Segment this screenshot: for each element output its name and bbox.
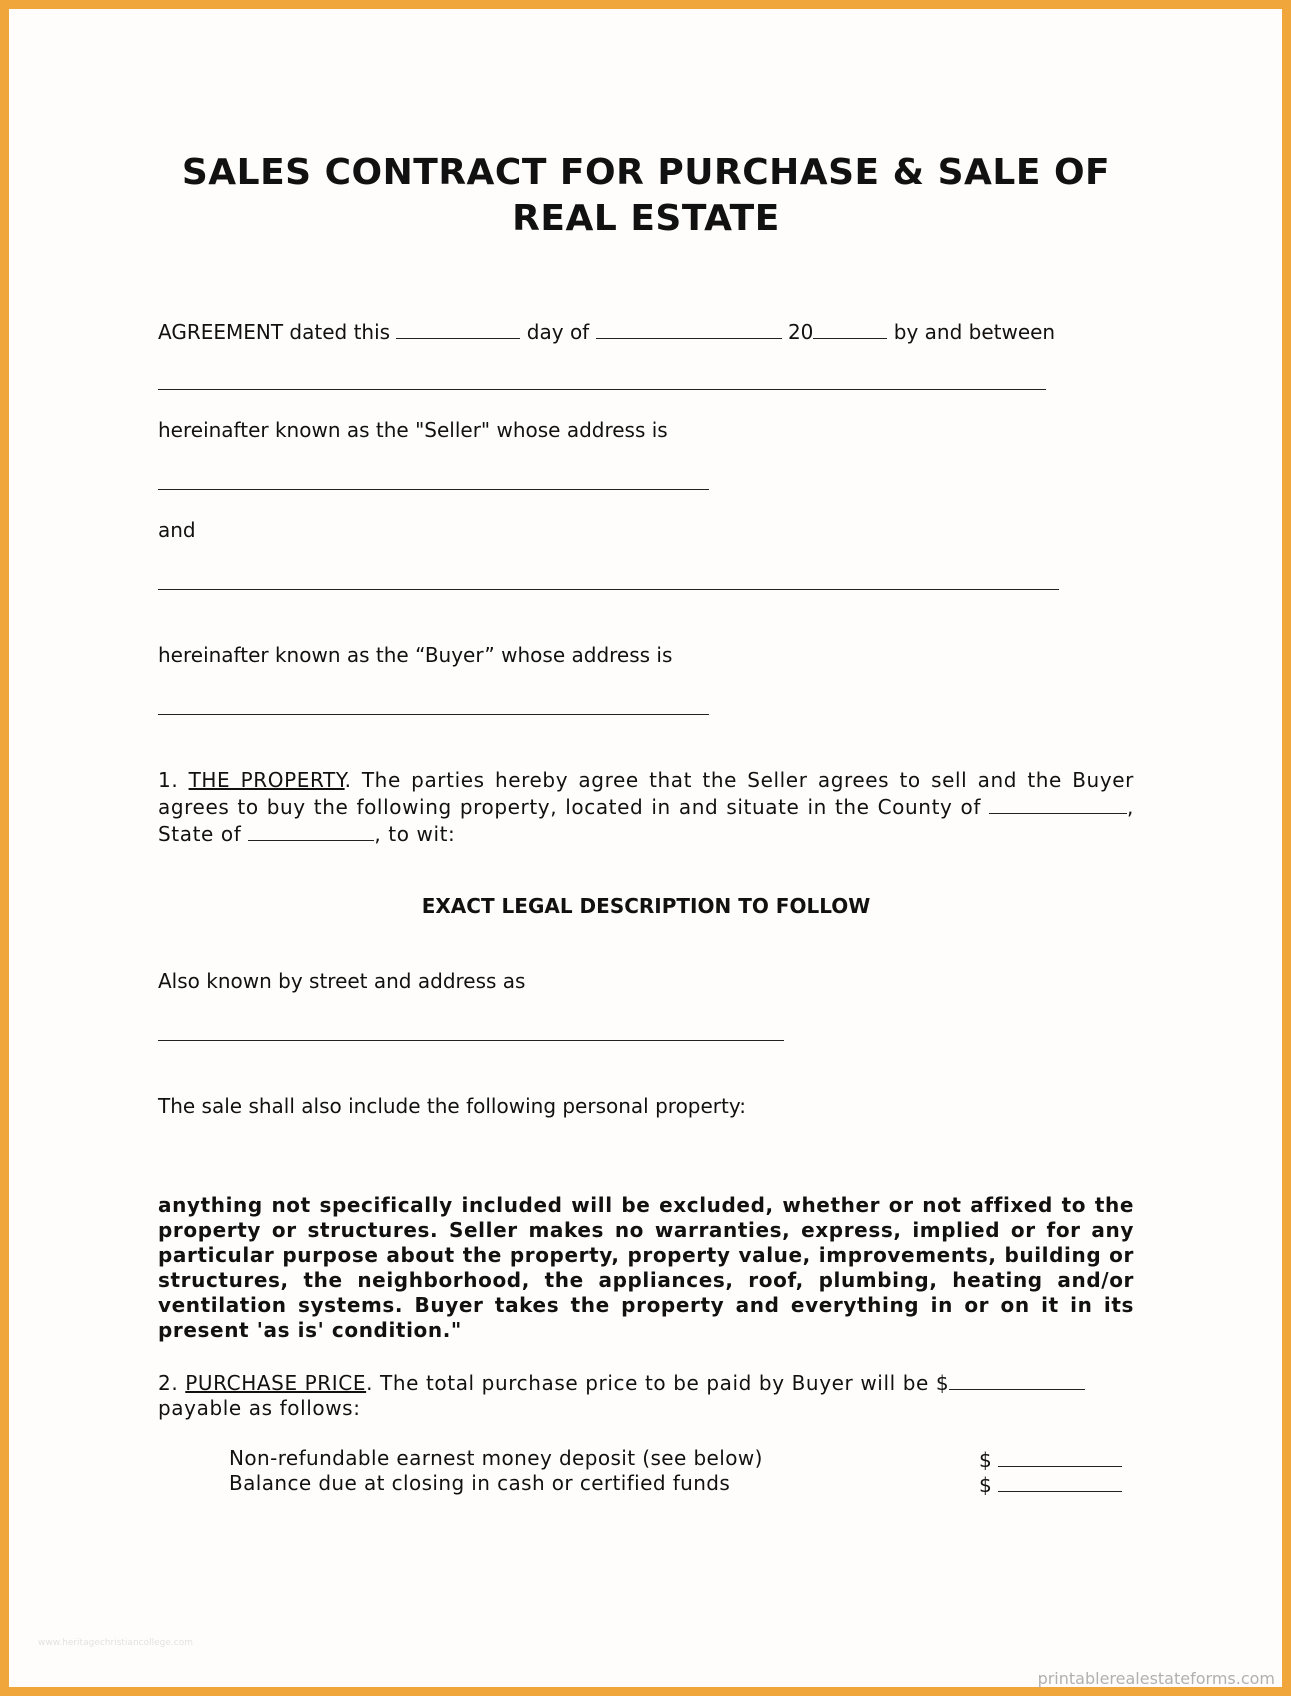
agreement-text-1: AGREEMENT dated this (158, 320, 391, 344)
deposit-blank[interactable] (998, 1446, 1122, 1467)
balance-label: Balance due at closing in cash or certified funds (229, 1471, 731, 1495)
seller-name-blank[interactable] (158, 389, 1046, 390)
to-wit-text: , to wit: (374, 822, 456, 846)
legal-description-heading: EXACT LEGAL DESCRIPTION TO FOLLOW (421, 894, 871, 918)
title-line-1: SALES CONTRACT FOR PURCHASE & SALE OF (181, 152, 1111, 193)
buyer-name-blank[interactable] (158, 589, 1059, 590)
day-blank[interactable] (396, 318, 520, 339)
section-price (158, 1369, 1134, 1421)
site-watermark: printablerealestateforms.com (1037, 1669, 1275, 1688)
personal-property-label: The sale shall also include the following personal property: (158, 1094, 746, 1118)
year-blank[interactable] (813, 318, 887, 339)
county-blank[interactable] (989, 793, 1127, 814)
section-2-heading: PURCHASE PRICE (185, 1371, 367, 1395)
exclusion-paragraph: anything not specifically included will be excluded, whether or not affixed to the property or structures. Seller makes no warranties, express, implied or for any particular purpose about the property, property value, improvements, building or structures, the neighborhood, the appliances, roof, plumbing, heating and/or ventilation systems. Buyer takes the property and everything in or on it in its present 'as is' condition." (158, 1193, 1134, 1342)
state-blank[interactable] (248, 820, 374, 841)
total-price-blank[interactable] (949, 1369, 1085, 1390)
seller-address-blank[interactable] (158, 489, 709, 490)
buyer-address-blank[interactable] (158, 714, 709, 715)
section-1-number: 1. (158, 768, 179, 792)
section-2-text: . The total purchase price to be paid by Buyer will be $ (366, 1371, 950, 1395)
agreement-text-4: by and between (893, 320, 1056, 344)
seller-label: hereinafter known as the "Seller" whose address is (158, 418, 668, 442)
agreement-text-3: 20 (787, 320, 814, 344)
agreement-text-2: day of (526, 320, 590, 344)
balance-dollar-sign: $ (979, 1473, 992, 1497)
price-line-left (158, 1369, 1085, 1396)
month-blank[interactable] (596, 318, 782, 339)
state-label: State of (158, 822, 242, 846)
section-2-number: 2. (158, 1371, 179, 1395)
payable-as-follows: payable as follows: (158, 1396, 361, 1420)
deposit-dollar-sign: $ (979, 1448, 992, 1472)
balance-amount (979, 1471, 1122, 1497)
document-page (158, 150, 1134, 242)
agreement-line (158, 318, 1098, 345)
document-title (158, 150, 1134, 242)
buyer-label: hereinafter known as the “Buyer” whose address is (158, 643, 673, 667)
section-property (158, 768, 1134, 847)
section-1-heading: THE PROPERTY (188, 768, 345, 792)
section-1-text: . The parties hereby agree that the Seller agrees to sell and the Buyer agrees to buy the following property, located in and situate in the County of (158, 768, 1134, 819)
street-address-label: Also known by street and address as (158, 969, 526, 993)
faint-watermark: www.heritagechristiancollege.com (38, 1638, 193, 1648)
title-line-2: REAL ESTATE (512, 198, 780, 239)
balance-blank[interactable] (998, 1471, 1122, 1492)
section-1-comma: , (1127, 795, 1134, 819)
deposit-label: Non-refundable earnest money deposit (see below) (229, 1446, 763, 1470)
deposit-amount (979, 1446, 1122, 1472)
street-address-blank[interactable] (158, 1040, 784, 1041)
and-label: and (158, 518, 196, 542)
